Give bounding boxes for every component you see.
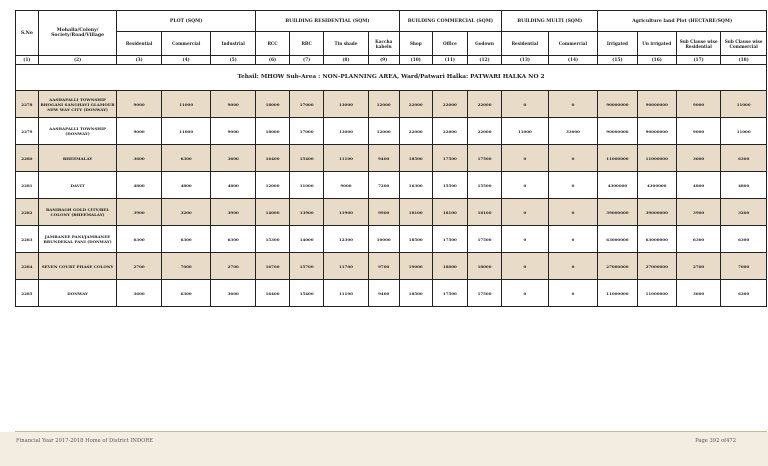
column-number-cell: (13) — [502, 56, 549, 65]
rate-value-cell: 9700 — [368, 253, 399, 280]
rate-value-cell: 18000 — [467, 253, 501, 280]
rate-value-cell: 16400 — [255, 280, 289, 307]
rate-value-cell: 15400 — [290, 145, 324, 172]
rate-value-cell: 13000 — [324, 118, 368, 145]
rate-value-cell: 11000 — [721, 118, 767, 145]
header-building-multi: BUILDING MULTI (SQM) — [502, 11, 598, 32]
column-number-cell: (12) — [467, 56, 501, 65]
subheader-cell: Irrigated — [598, 32, 637, 56]
rate-value-cell: 9000 — [676, 91, 720, 118]
column-number-cell: (4) — [161, 56, 211, 65]
rate-value-cell: 6300 — [211, 226, 256, 253]
rate-value-cell: 17500 — [432, 226, 467, 253]
rate-value-cell: 11000 — [721, 91, 767, 118]
rate-value-cell: 15500 — [467, 172, 501, 199]
rate-value-cell: 27000000 — [598, 253, 637, 280]
rate-value-cell: 3200 — [721, 199, 767, 226]
column-number-cell: (16) — [637, 56, 676, 65]
rate-value-cell: 90000000 — [598, 118, 637, 145]
rate-value-cell: 9000 — [117, 91, 161, 118]
rate-value-cell: 6300 — [161, 280, 211, 307]
rate-value-cell: 0 — [548, 91, 598, 118]
rate-value-cell: 2700 — [117, 253, 161, 280]
rate-value-cell: 11000 — [290, 172, 324, 199]
footer-page-number: Page 392 of472 — [695, 438, 736, 444]
rate-value-cell: 6300 — [161, 145, 211, 172]
rate-value-cell: 17500 — [467, 145, 501, 172]
rate-value-cell: 9000 — [676, 118, 720, 145]
rate-value-cell: 17500 — [432, 280, 467, 307]
rate-value-cell: 11900 — [324, 199, 368, 226]
rate-value-cell: 4800 — [161, 172, 211, 199]
serial-number-cell: 2282 — [16, 199, 39, 226]
rate-value-cell: 16400 — [255, 145, 289, 172]
rate-value-cell: 3600 — [117, 145, 161, 172]
column-number-cell: (7) — [290, 56, 324, 65]
rate-value-cell: 15300 — [255, 226, 289, 253]
header-mohalla: Mohalla/Colony/ Society/Road/Village — [38, 11, 117, 56]
column-number-cell: (9) — [368, 56, 399, 65]
rate-value-cell: 11000000 — [598, 280, 637, 307]
rate-value-cell: 7000 — [721, 253, 767, 280]
table-row — [16, 199, 767, 226]
rate-value-cell: 22000 — [399, 91, 432, 118]
rate-value-cell: 6300 — [721, 145, 767, 172]
subheader-cell: Kaccha kabelu — [368, 32, 399, 56]
rate-value-cell: 3900 — [117, 199, 161, 226]
column-number-row — [16, 56, 767, 65]
subheader-cell: Un irrigated — [637, 32, 676, 56]
subheader-cell: Office — [432, 32, 467, 56]
subheader-cell: RCC — [255, 32, 289, 56]
subheader-cell: Shop — [399, 32, 432, 56]
column-number-cell: (18) — [721, 56, 767, 65]
rate-value-cell: 3600 — [211, 145, 256, 172]
serial-number-cell: 2283 — [16, 226, 39, 253]
column-number-cell: (6) — [255, 56, 289, 65]
rate-value-cell: 2700 — [211, 253, 256, 280]
rate-value-cell: 11000000 — [598, 145, 637, 172]
rate-value-cell: 11000000 — [637, 280, 676, 307]
rate-value-cell: 18000 — [432, 253, 467, 280]
rate-value-cell: 4800 — [721, 172, 767, 199]
rate-value-cell: 27000000 — [637, 253, 676, 280]
rate-value-cell: 13000 — [324, 91, 368, 118]
rate-value-cell: 18500 — [399, 145, 432, 172]
locality-name-cell: AASHAPALLI TOWNSHIP BHOGANI SANGHAVI GLAMOUR NEW WAY CITY (DONWAY) — [38, 91, 117, 118]
rate-value-cell: 0 — [502, 226, 549, 253]
subheader-cell: Residential — [502, 32, 549, 56]
rate-value-cell: 11000 — [161, 118, 211, 145]
rate-value-cell: 18500 — [399, 280, 432, 307]
column-number-cell: (1) — [16, 56, 39, 65]
locality-name-cell: BHEEMALAY — [38, 145, 117, 172]
rate-value-cell: 17000 — [290, 91, 324, 118]
rate-value-cell: 9400 — [368, 145, 399, 172]
rate-value-cell: 9000 — [211, 118, 256, 145]
rate-value-cell: 4300000 — [637, 172, 676, 199]
column-number-cell: (10) — [399, 56, 432, 65]
rate-value-cell: 3900 — [676, 199, 720, 226]
column-number-cell: (5) — [211, 56, 256, 65]
rate-value-cell: 13900 — [290, 199, 324, 226]
rate-value-cell: 63000000 — [598, 226, 637, 253]
rate-value-cell: 16700 — [255, 253, 289, 280]
rate-value-cell: 9000 — [324, 172, 368, 199]
guideline-rate-table — [15, 10, 767, 307]
rate-value-cell: 3600 — [117, 280, 161, 307]
rate-value-cell: 18100 — [399, 199, 432, 226]
table-row — [16, 280, 767, 307]
rate-value-cell: 0 — [502, 253, 549, 280]
serial-number-cell: 2284 — [16, 253, 39, 280]
column-number-cell: (15) — [598, 56, 637, 65]
rate-value-cell: 14000 — [255, 199, 289, 226]
rate-value-cell: 11000 — [502, 118, 549, 145]
rate-value-cell: 14000 — [290, 226, 324, 253]
rate-value-cell: 9900 — [368, 199, 399, 226]
rate-value-cell: 17500 — [467, 226, 501, 253]
subheader-cell: Residential — [117, 32, 161, 56]
rate-value-cell: 6300 — [721, 280, 767, 307]
rate-value-cell: 22000 — [467, 118, 501, 145]
rate-value-cell: 6300 — [721, 226, 767, 253]
subheader-row — [16, 32, 767, 56]
header-sno: S.No — [16, 11, 39, 56]
rate-value-cell: 12000 — [368, 91, 399, 118]
rate-value-cell: 3600 — [211, 280, 256, 307]
rate-value-cell: 9400 — [368, 280, 399, 307]
rate-value-cell: 12300 — [324, 226, 368, 253]
table-row — [16, 145, 767, 172]
serial-number-cell: 2278 — [16, 91, 39, 118]
column-number-cell: (2) — [38, 56, 117, 65]
rate-value-cell: 10000 — [368, 226, 399, 253]
tehsil-line: Tehsil: MHOW Sub-Area : NON-PLANNING AREA, Ward/Patwari Halka: PATWARI HALKA NO 2 — [16, 65, 767, 91]
rate-value-cell: 19000 — [399, 253, 432, 280]
serial-number-cell: 2280 — [16, 145, 39, 172]
rate-value-cell: 15700 — [290, 253, 324, 280]
rate-value-cell: 18000 — [255, 91, 289, 118]
table-row — [16, 91, 767, 118]
rate-value-cell: 0 — [548, 226, 598, 253]
serial-number-cell: 2285 — [16, 280, 39, 307]
rate-value-cell: 0 — [502, 280, 549, 307]
rate-value-cell: 9000 — [211, 91, 256, 118]
rate-value-cell: 0 — [502, 199, 549, 226]
rate-value-cell: 90000000 — [637, 91, 676, 118]
footer-left-text: Financial Year 2017-2018 Home of District INDORE — [16, 438, 154, 444]
rate-value-cell: 39000000 — [637, 199, 676, 226]
locality-name-cell: AASHAPALLI TOWNSHIP (DONWAY) — [38, 118, 117, 145]
serial-number-cell: 2281 — [16, 172, 39, 199]
rate-value-cell: 6300 — [676, 226, 720, 253]
header-building-residential: BUILDING RESIDENTIAL (SQM) — [255, 11, 399, 32]
subheader-cell: Sub Clause wise Commercial — [721, 32, 767, 56]
rate-value-cell: 0 — [502, 91, 549, 118]
rate-value-cell: 7200 — [368, 172, 399, 199]
locality-name-cell: SEVEN COURT PHASE COLONY — [38, 253, 117, 280]
column-number-cell: (11) — [432, 56, 467, 65]
table-row — [16, 118, 767, 145]
subheader-cell: Tin shade — [324, 32, 368, 56]
table-row — [16, 172, 767, 199]
locality-name-cell: DAVIT — [38, 172, 117, 199]
serial-number-cell: 2279 — [16, 118, 39, 145]
rate-value-cell: 63000000 — [637, 226, 676, 253]
rate-value-cell: 22000 — [467, 91, 501, 118]
subheader-cell: Commercial — [161, 32, 211, 56]
rate-value-cell: 39000000 — [598, 199, 637, 226]
rate-value-cell: 0 — [502, 172, 549, 199]
rate-value-cell: 6300 — [161, 226, 211, 253]
rate-value-cell: 0 — [548, 172, 598, 199]
subheader-cell: Industrial — [211, 32, 256, 56]
rate-value-cell: 15400 — [290, 280, 324, 307]
rate-value-cell: 0 — [548, 145, 598, 172]
rate-value-cell: 18500 — [399, 226, 432, 253]
header-agriculture: Agriculture land Plot (HECTARE/SQM) — [598, 11, 767, 32]
rate-value-cell: 16300 — [399, 172, 432, 199]
rate-value-cell: 12000 — [255, 172, 289, 199]
rate-value-cell: 18000 — [255, 118, 289, 145]
rate-value-cell: 12000 — [368, 118, 399, 145]
rate-value-cell: 4800 — [211, 172, 256, 199]
rate-value-cell: 3600 — [676, 145, 720, 172]
rate-value-cell: 90000000 — [637, 118, 676, 145]
rate-value-cell: 11000000 — [637, 145, 676, 172]
rate-value-cell: 0 — [548, 199, 598, 226]
rate-value-cell: 3900 — [211, 199, 256, 226]
header-plot: PLOT (SQM) — [117, 11, 256, 32]
header-building-commercial: BUILDING COMMERCIAL (SQM) — [399, 11, 501, 32]
rate-value-cell: 22000 — [432, 118, 467, 145]
rate-value-cell: 17500 — [432, 145, 467, 172]
table-row — [16, 253, 767, 280]
rate-value-cell: 0 — [548, 253, 598, 280]
column-number-cell: (8) — [324, 56, 368, 65]
column-number-cell: (3) — [117, 56, 161, 65]
rate-value-cell: 17500 — [467, 280, 501, 307]
table-row — [16, 226, 767, 253]
rate-value-cell: 7000 — [161, 253, 211, 280]
rate-value-cell: 6300 — [117, 226, 161, 253]
rate-value-cell: 0 — [548, 280, 598, 307]
rate-value-cell: 17000 — [290, 118, 324, 145]
subheader-cell: Commercial — [548, 32, 598, 56]
locality-name-cell: RANIBAGH GOLD CITY/BEL COLONY (BHEEMALAY) — [38, 199, 117, 226]
rate-value-cell: 11100 — [324, 145, 368, 172]
subheader-cell: Godown — [467, 32, 501, 56]
rate-value-cell: 11700 — [324, 253, 368, 280]
rate-value-cell: 18100 — [432, 199, 467, 226]
rate-value-cell: 4800 — [676, 172, 720, 199]
rate-value-cell: 0 — [502, 145, 549, 172]
subheader-cell: Sub Clause wise Residential — [676, 32, 720, 56]
rate-value-cell: 22000 — [432, 91, 467, 118]
rate-value-cell: 9000 — [117, 118, 161, 145]
subheader-cell: RBC — [290, 32, 324, 56]
rate-value-cell: 33000 — [548, 118, 598, 145]
rate-value-cell: 22000 — [399, 118, 432, 145]
rate-value-cell: 15500 — [432, 172, 467, 199]
locality-name-cell: JAMBANEE PANI/JAMBANEE BRUNDEKAL PANI (DONWAY) — [38, 226, 117, 253]
rate-value-cell: 11100 — [324, 280, 368, 307]
rate-value-cell: 3600 — [676, 280, 720, 307]
locality-name-cell: DONWAY — [38, 280, 117, 307]
column-number-cell: (14) — [548, 56, 598, 65]
rate-value-cell: 2700 — [676, 253, 720, 280]
rate-value-cell: 90000000 — [598, 91, 637, 118]
column-number-cell: (17) — [676, 56, 720, 65]
rate-value-cell: 3200 — [161, 199, 211, 226]
rate-value-cell: 18100 — [467, 199, 501, 226]
rate-value-cell: 11000 — [161, 91, 211, 118]
rate-value-cell: 4300000 — [598, 172, 637, 199]
rate-value-cell: 4800 — [117, 172, 161, 199]
